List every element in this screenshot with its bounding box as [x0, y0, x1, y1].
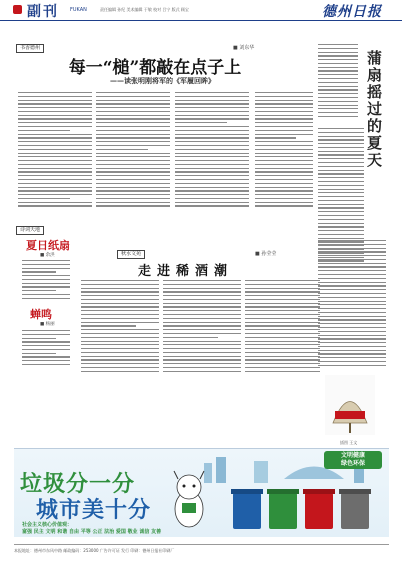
mascot-icon [164, 469, 214, 531]
article1-title: 每一“槌”都敲在点子上 [68, 58, 242, 78]
ad-values-title: 社会主义核心价值观： [22, 522, 73, 528]
article1-body-col2 [96, 92, 170, 209]
poem1-body [22, 260, 70, 302]
article1-body-col1 [18, 92, 92, 209]
fan-illustration [325, 375, 375, 435]
article3-tag: 秋水文苑 [117, 250, 145, 259]
article3-body-col2 [163, 280, 241, 375]
ad-banner [14, 448, 389, 537]
article1-body-col3 [175, 92, 249, 209]
newspaper-logo: 德州日报 [322, 4, 382, 20]
ad-headline-2: 城市美十分 [36, 497, 152, 523]
article1-tag: 书香德州 [16, 44, 44, 53]
illustration-caption: 插图 王文 [340, 440, 358, 445]
ad-badge [324, 451, 382, 469]
ad-badge-line2: 绿色环保 [340, 460, 365, 467]
article3-body-col3 [245, 280, 320, 375]
poem1-author: ■ 余洪 [40, 253, 55, 258]
ad-values: 富强 民主 文明 和谐 自由 平等 公正 法治 爱国 敬业 诚信 友善 [22, 529, 162, 535]
article2-title: 蒲扇摇过的夏天 [365, 50, 383, 169]
ad-headline-1: 垃圾分一分 [20, 471, 136, 497]
article1-author: ■ 刘东华 [233, 45, 255, 51]
poem1-title: 夏日纸扇 [26, 239, 70, 252]
poem2-body [22, 330, 70, 368]
article2-body-lower [318, 240, 386, 369]
section-icon [13, 5, 22, 14]
waste-bins [229, 487, 379, 531]
footer [14, 544, 389, 554]
article3-body-col1 [81, 280, 159, 375]
section-title: 副刊 [27, 4, 59, 20]
masthead-info: 责任编辑 孙纪 美术编辑 于敏 校对 吕宁 版式 顾宝 [100, 7, 189, 12]
article3-author: ■ 孙莹莹 [255, 251, 277, 257]
article1-subtitle: ——读张明刚将军的《军履回眸》 [110, 76, 215, 85]
article3-title: 走进稀酒潮 [138, 264, 234, 279]
footer-text: 本报地址：德州市东风中路 邮政编码：253000 广告许可证 发行 印刷：德州日报社印刷厂 [14, 548, 175, 553]
masthead [0, 0, 402, 21]
section-latin: FUKAN [70, 7, 87, 13]
article1-body-col4 [255, 92, 313, 209]
ad-badge-line1: 文明健康 [340, 452, 365, 459]
poems-tag: 诗词天地 [16, 226, 44, 235]
poem2-title: 蝉鸣 [30, 308, 52, 321]
poem2-author: ■ 杨丽 [40, 322, 55, 327]
article2-body-top [318, 44, 358, 120]
